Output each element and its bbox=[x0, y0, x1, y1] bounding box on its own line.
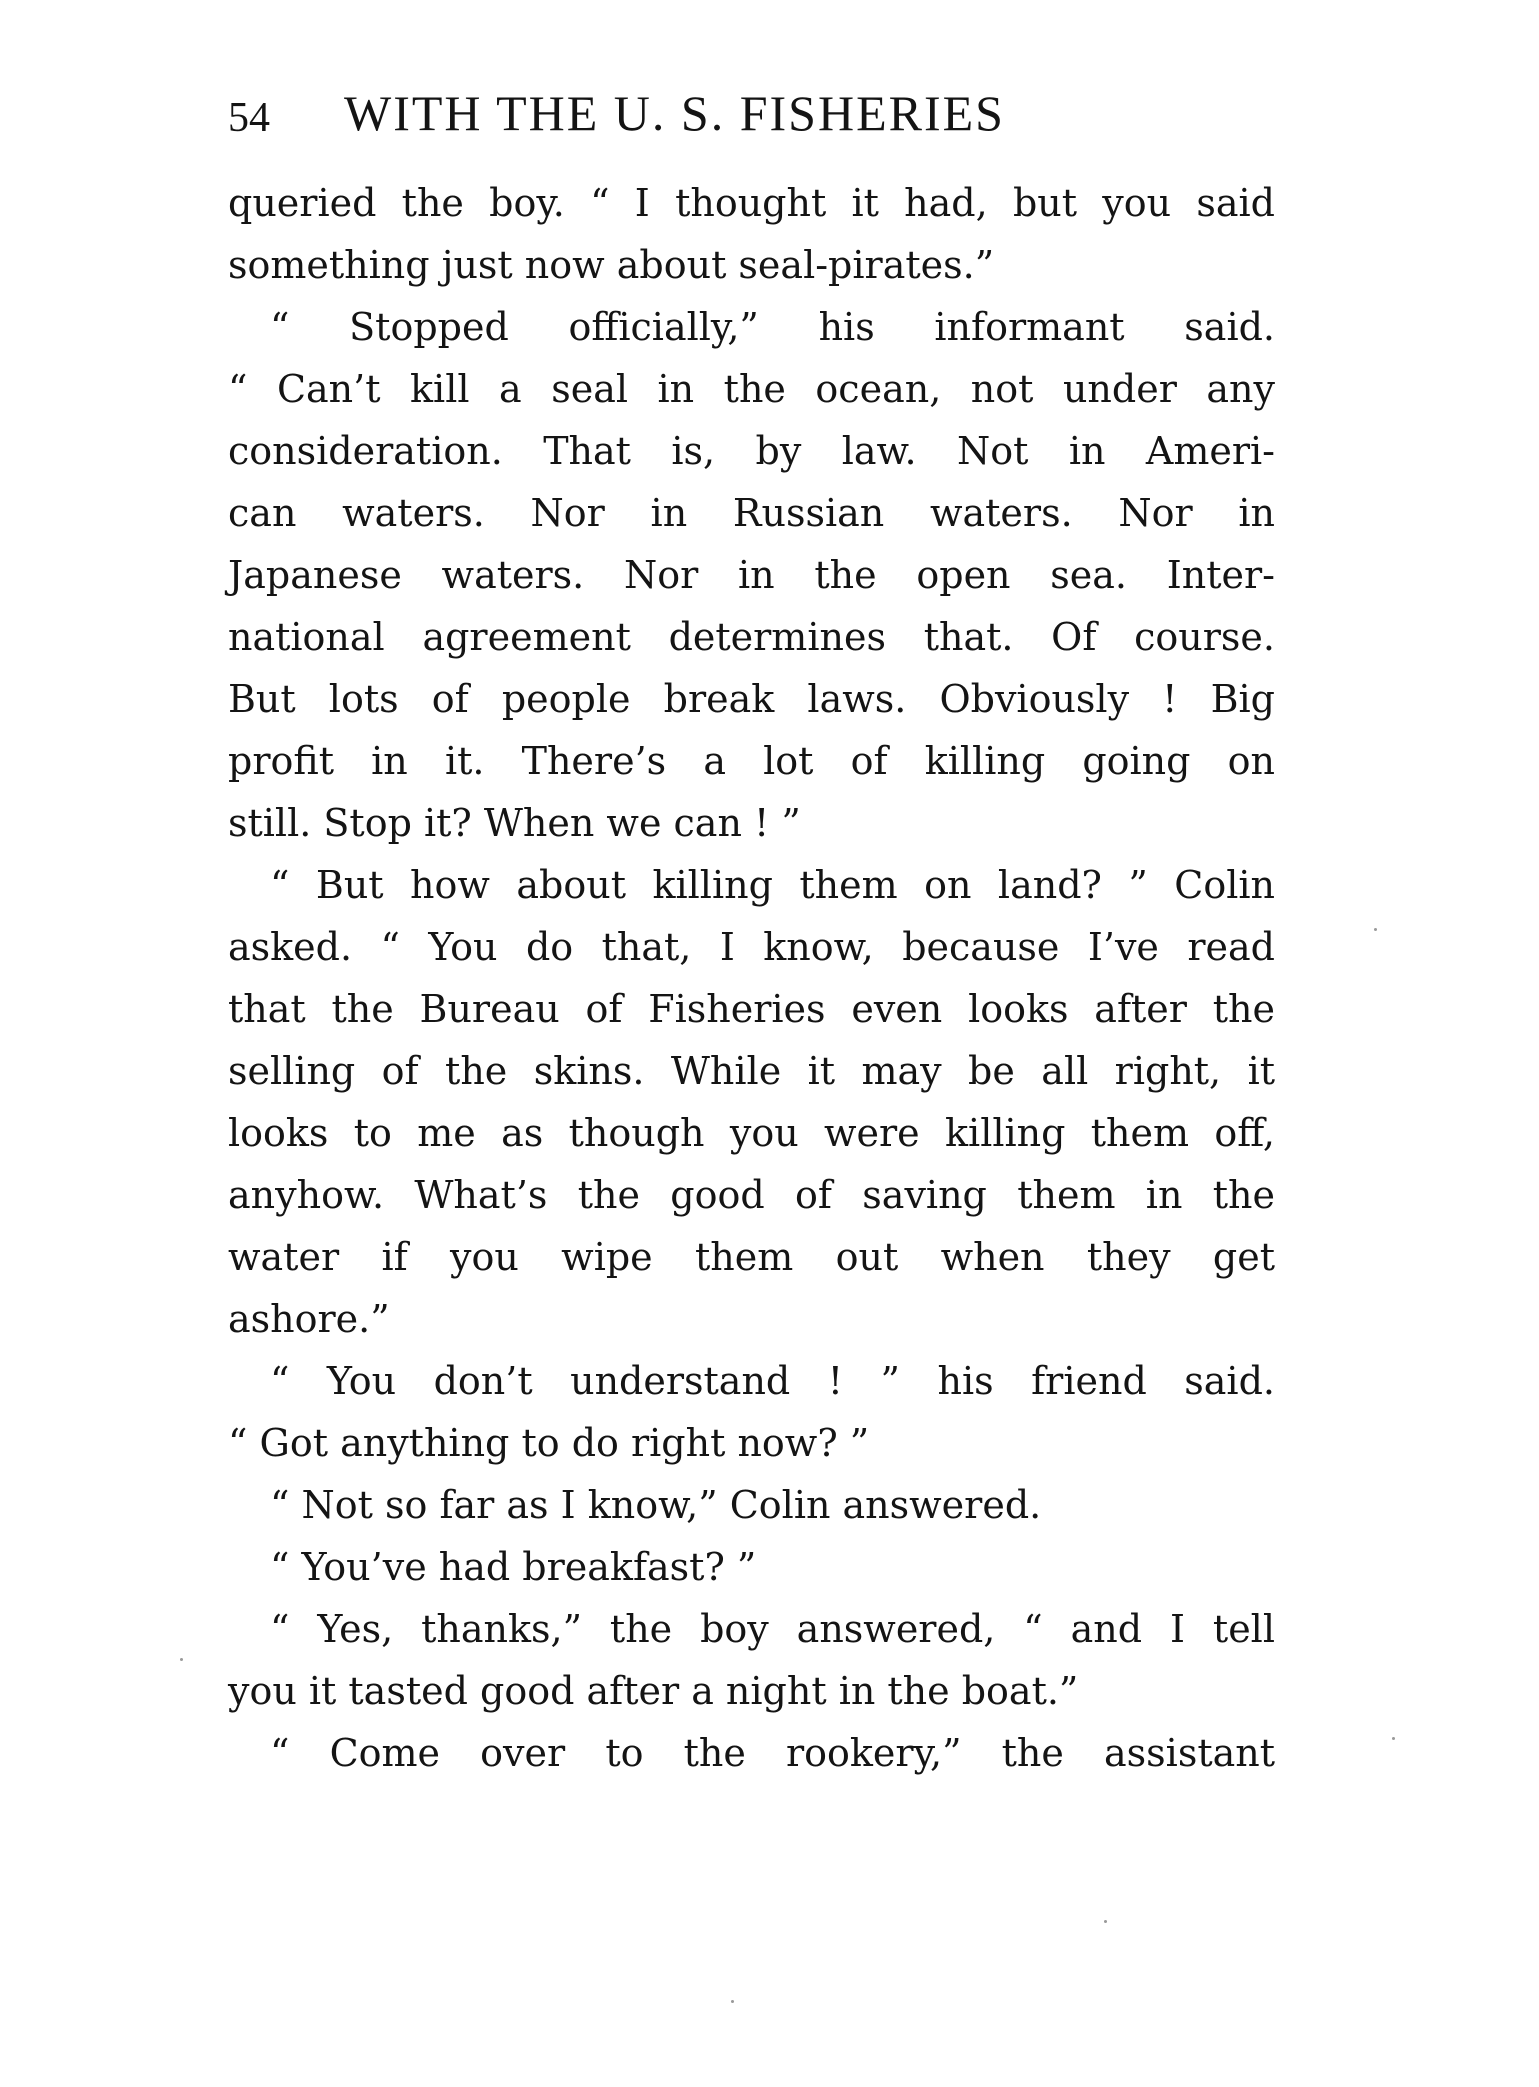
text-line: still. Stop it? When we can ! ” bbox=[228, 801, 801, 845]
running-head: WITH THE U. S. FISHERIES bbox=[344, 85, 1005, 141]
text-line: “ Come over to the rookery,” the assistant bbox=[270, 1731, 1275, 1775]
text-line: you it tasted good after a night in the boat.” bbox=[228, 1669, 1079, 1713]
text-line: “ Got anything to do right now? ” bbox=[228, 1421, 870, 1465]
text-line: Japanese waters. Nor in the open sea. Inter- bbox=[228, 553, 1275, 597]
text-line: can waters. Nor in Russian waters. Nor in bbox=[228, 491, 1275, 535]
text-line: But lots of people break laws. Obviously ! Big bbox=[228, 677, 1275, 721]
text-line: “ Not so far as I know,” Colin answered. bbox=[270, 1483, 1042, 1527]
text-line: “ But how about killing them on land? ” Colin bbox=[270, 863, 1275, 907]
text-line: “ You’ve had breakfast? ” bbox=[270, 1545, 757, 1589]
scan-speck bbox=[731, 2000, 734, 2003]
text-line: looks to me as though you were killing them off, bbox=[228, 1111, 1275, 1155]
text-line: anyhow. What’s the good of saving them in the bbox=[228, 1173, 1275, 1217]
text-line: that the Bureau of Fisheries even looks after the bbox=[228, 987, 1275, 1031]
text-line: selling of the skins. While it may be all right, it bbox=[228, 1049, 1275, 1093]
text-line: consideration. That is, by law. Not in Ameri- bbox=[228, 429, 1275, 473]
scan-speck bbox=[1104, 1920, 1107, 1923]
text-line: “ You don’t understand ! ” his friend said. bbox=[270, 1359, 1275, 1403]
page-header bbox=[228, 84, 1288, 144]
text-line: ashore.” bbox=[228, 1297, 390, 1341]
text-line: “ Can’t kill a seal in the ocean, not under any bbox=[228, 367, 1275, 411]
text-line: national agreement determines that. Of course. bbox=[228, 615, 1275, 659]
page-number: 54 bbox=[228, 95, 270, 141]
text-line: asked. “ You do that, I know, because I’ve read bbox=[228, 925, 1275, 969]
scan-speck bbox=[1392, 1737, 1395, 1740]
text-line: profit in it. There’s a lot of killing going on bbox=[228, 739, 1275, 783]
body-text bbox=[228, 172, 1275, 1784]
text-line: “ Yes, thanks,” the boy answered, “ and I tell bbox=[270, 1607, 1275, 1651]
text-line: queried the boy. “ I thought it had, but you said bbox=[228, 181, 1275, 225]
text-line: water if you wipe them out when they get bbox=[228, 1235, 1275, 1279]
scan-speck bbox=[1374, 928, 1377, 931]
text-line: “ Stopped officially,” his informant said. bbox=[270, 305, 1275, 349]
scan-speck bbox=[180, 1658, 183, 1661]
text-line: something just now about seal-pirates.” bbox=[228, 243, 995, 287]
